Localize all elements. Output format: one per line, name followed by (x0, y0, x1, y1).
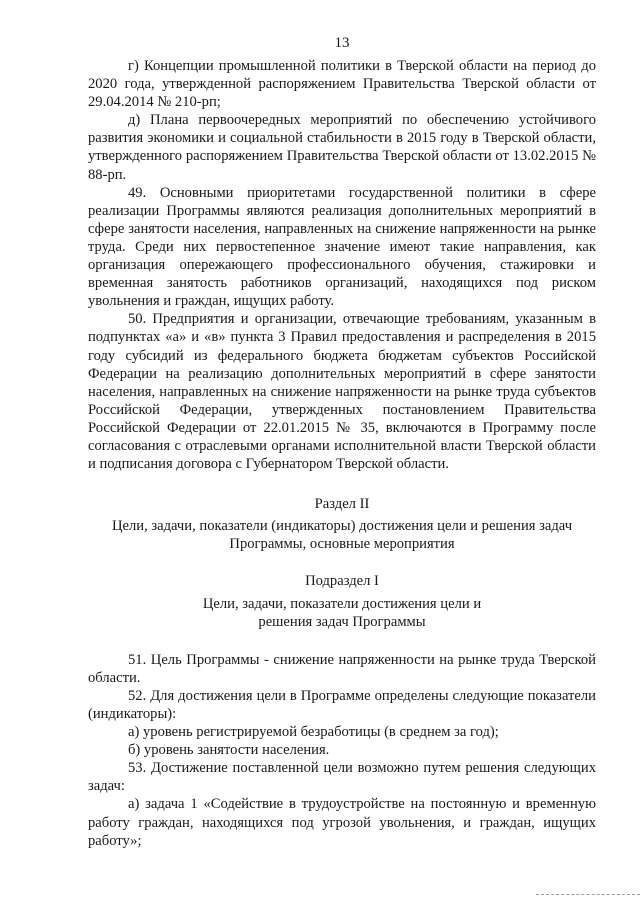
subsection-subtitle-line-1: Цели, задачи, показатели достижения цели и (202, 595, 482, 612)
scan-edge-line (536, 894, 640, 895)
spacer (88, 473, 596, 495)
section-subtitle-line-1: Цели, задачи, показатели (индикаторы) достижения цели и решения задач (111, 518, 573, 535)
document-body (88, 57, 596, 850)
paragraph-50: 50. Предприятия и организации, отвечающие требованиям, указанным в подпунктах «а» и «в» пункта 3 Правил предоставления и распределения в 2015 году субсидий из федерального бюджета бюджетам субъектов Российской Федерации на реализацию дополнительных мероприятий в сфере занятости населения, направленных на снижение напряженности на рынке труда субъектов Российской Федерации, утвержденных постановлением Правительства Российской Федерации от 22.01.2015 № 35, включаются в Программу после согласования с отраслевыми органами исполнительной власти Тверской области и подписания договора с Губернатором Тверской области. (88, 311, 596, 473)
subsection-title: Подраздел I (305, 573, 379, 590)
task-item-a: а) задача 1 «Содействие в трудоустройстве на постоянную и временную работу граждан, находящихся под угрозой увольнения, и граждан, ищущих работу»; (88, 796, 596, 849)
paragraph-52: 52. Для достижения цели в Программе определены следующие показатели (индикаторы): (88, 687, 596, 722)
paragraph-51: 51. Цель Программы - снижение напряженности на рынке труда Тверской области. (88, 651, 596, 686)
paragraph-subitem-g: г) Концепции промышленной политики в Тверской области на период до 2020 года, утвержденной распоряжением Правительства Тверской области от 29.04.2014 № 210-рп; (88, 58, 596, 111)
paragraph-49: 49. Основными приоритетами государственной политики в сфере реализации Программы являются реализация дополнительных мероприятий в сфере занятости населения, направленных на снижение напряженности на рынке труда. Среди них первостепенное значение имеют такие направления, как организация опережающего профессионального обучения, стажировки и временная занятость работников организаций, находящихся под риском увольнения и граждан, ищущих работу. (88, 184, 596, 310)
section-subtitle-line-2: Программы, основные мероприятия (229, 536, 455, 553)
paragraph-subitem-d: д) Плана первоочередных мероприятий по обеспечению устойчивого развития экономики и социальной стабильности в 2015 году в Тверской области, утвержденного распоряжением Правительства Тверской области от 13.02.2015 № 88-рп. (88, 112, 596, 183)
spacer (88, 553, 596, 572)
subsection-subtitle-line-2: решения задач Программы (258, 613, 426, 630)
paragraph-53: 53. Достижение поставленной цели возможно путем решения следующих задач: (88, 760, 596, 795)
section-title: Раздел II (314, 496, 370, 513)
page-number: 13 (334, 35, 350, 51)
indicator-item-a: а) уровень регистрируемой безработицы (в среднем за год); (128, 724, 499, 741)
spacer (88, 631, 596, 651)
indicator-item-b: б) уровень занятости населения. (128, 742, 330, 759)
